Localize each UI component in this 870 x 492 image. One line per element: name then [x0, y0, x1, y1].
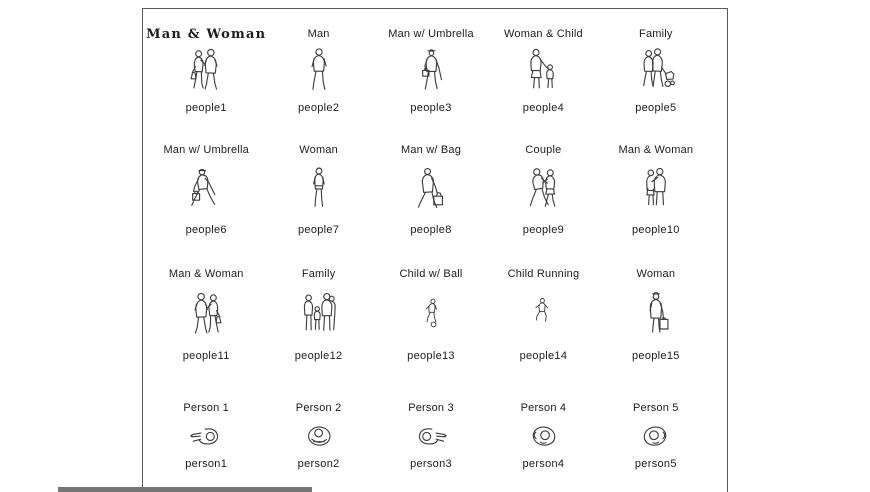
- block-title: Man w/ Bag: [400, 144, 462, 156]
- block-cell-people3: [375, 28, 487, 114]
- block-title: Person 4: [520, 402, 567, 414]
- block-cell-people9: [487, 144, 599, 236]
- child-running-figure-icon: [526, 281, 560, 350]
- family-with-stroller-figure-icon: [636, 41, 676, 102]
- block-label: people12: [294, 350, 343, 362]
- block-label: person5: [634, 458, 677, 470]
- block-cell-people5: [600, 28, 712, 114]
- block-title: Child Running: [507, 268, 580, 280]
- block-label: people15: [631, 350, 680, 362]
- block-label: people13: [407, 350, 455, 362]
- block-row-2: [150, 120, 712, 248]
- block-title: Family: [301, 268, 336, 280]
- person-top-view-figure-icon: [636, 415, 676, 458]
- horizontal-scrollbar[interactable]: [58, 487, 312, 492]
- block-cell-people1: [146, 27, 267, 114]
- block-label: people6: [185, 224, 227, 236]
- man-woman-walking-figure-icon: [186, 41, 226, 102]
- woman-with-bag-figure-icon: [636, 281, 676, 350]
- block-cell-person4: [487, 402, 599, 470]
- block-label: people7: [297, 224, 340, 236]
- block-row-3: [150, 248, 712, 382]
- block-label: person1: [185, 458, 228, 470]
- block-label: people14: [519, 350, 568, 362]
- block-title: Child w/ Ball: [399, 268, 463, 280]
- person-top-view-figure-icon: [523, 415, 563, 458]
- block-title: Man w/ Umbrella: [388, 28, 474, 40]
- block-title: Man: [307, 28, 330, 40]
- block-label: people2: [297, 102, 340, 114]
- woman-and-child-figure-icon: [523, 41, 563, 102]
- block-label: person3: [410, 458, 452, 470]
- couple-walking-figure-icon: [523, 157, 563, 224]
- block-label: people8: [410, 224, 452, 236]
- block-cell-people13: [375, 268, 487, 362]
- block-cell-people11: [150, 268, 262, 362]
- block-label: person2: [297, 458, 340, 470]
- block-title: Man & Woman: [618, 144, 694, 156]
- block-title: Woman & Child: [504, 28, 583, 40]
- block-cell-person5: [600, 402, 712, 470]
- man-woman-standing-figure-icon: [636, 157, 676, 224]
- block-title: Woman: [299, 144, 338, 156]
- block-cell-people4: [487, 28, 599, 114]
- block-title: Person 1: [183, 402, 230, 414]
- man-walking-figure-icon: [299, 41, 339, 102]
- block-label: people10: [631, 224, 680, 236]
- block-cell-people2: [262, 28, 374, 114]
- block-label: people1: [185, 102, 227, 114]
- man-woman-shopping-figure-icon: [186, 281, 226, 350]
- block-title: Couple: [525, 144, 562, 156]
- block-title: Family: [639, 28, 673, 40]
- block-cell-person1: [150, 402, 262, 470]
- block-row-1: [146, 8, 712, 120]
- person-top-view-figure-icon: [299, 415, 339, 458]
- block-title: Man & Woman: [146, 27, 267, 42]
- block-title: Man & Woman: [168, 268, 244, 280]
- block-title: Person 5: [633, 402, 679, 414]
- block-label: people9: [522, 224, 565, 236]
- family-group-figure-icon: [299, 281, 339, 350]
- block-cell-person2: [262, 402, 374, 470]
- woman-walking-figure-icon: [299, 157, 339, 224]
- block-title: Man w/ Umbrella: [163, 144, 249, 156]
- child-with-ball-figure-icon: [414, 281, 448, 350]
- block-cell-people8: [375, 144, 487, 236]
- block-cell-people7: [262, 144, 374, 236]
- block-cell-people14: [487, 268, 599, 362]
- block-title: Woman: [636, 268, 676, 280]
- block-cell-people15: [600, 268, 712, 362]
- block-label: people11: [182, 350, 230, 362]
- block-cell-people6: [150, 144, 262, 236]
- person-top-view-figure-icon: [186, 415, 226, 458]
- block-label: people3: [410, 102, 452, 114]
- person-top-view-figure-icon: [411, 415, 451, 458]
- block-label: people5: [635, 102, 677, 114]
- man-with-umbrella-walking-figure-icon: [186, 157, 226, 224]
- block-title: Person 2: [295, 402, 342, 414]
- block-title: Person 3: [408, 402, 454, 414]
- block-grid: [146, 8, 712, 484]
- block-cell-people10: [600, 144, 712, 236]
- block-row-4: [150, 382, 712, 484]
- block-cell-people12: [262, 268, 374, 362]
- block-label: person4: [522, 458, 565, 470]
- block-cell-person3: [375, 402, 487, 470]
- man-with-bag-figure-icon: [411, 157, 451, 224]
- man-with-umbrella-figure-icon: [411, 41, 451, 102]
- block-label: people4: [522, 102, 565, 114]
